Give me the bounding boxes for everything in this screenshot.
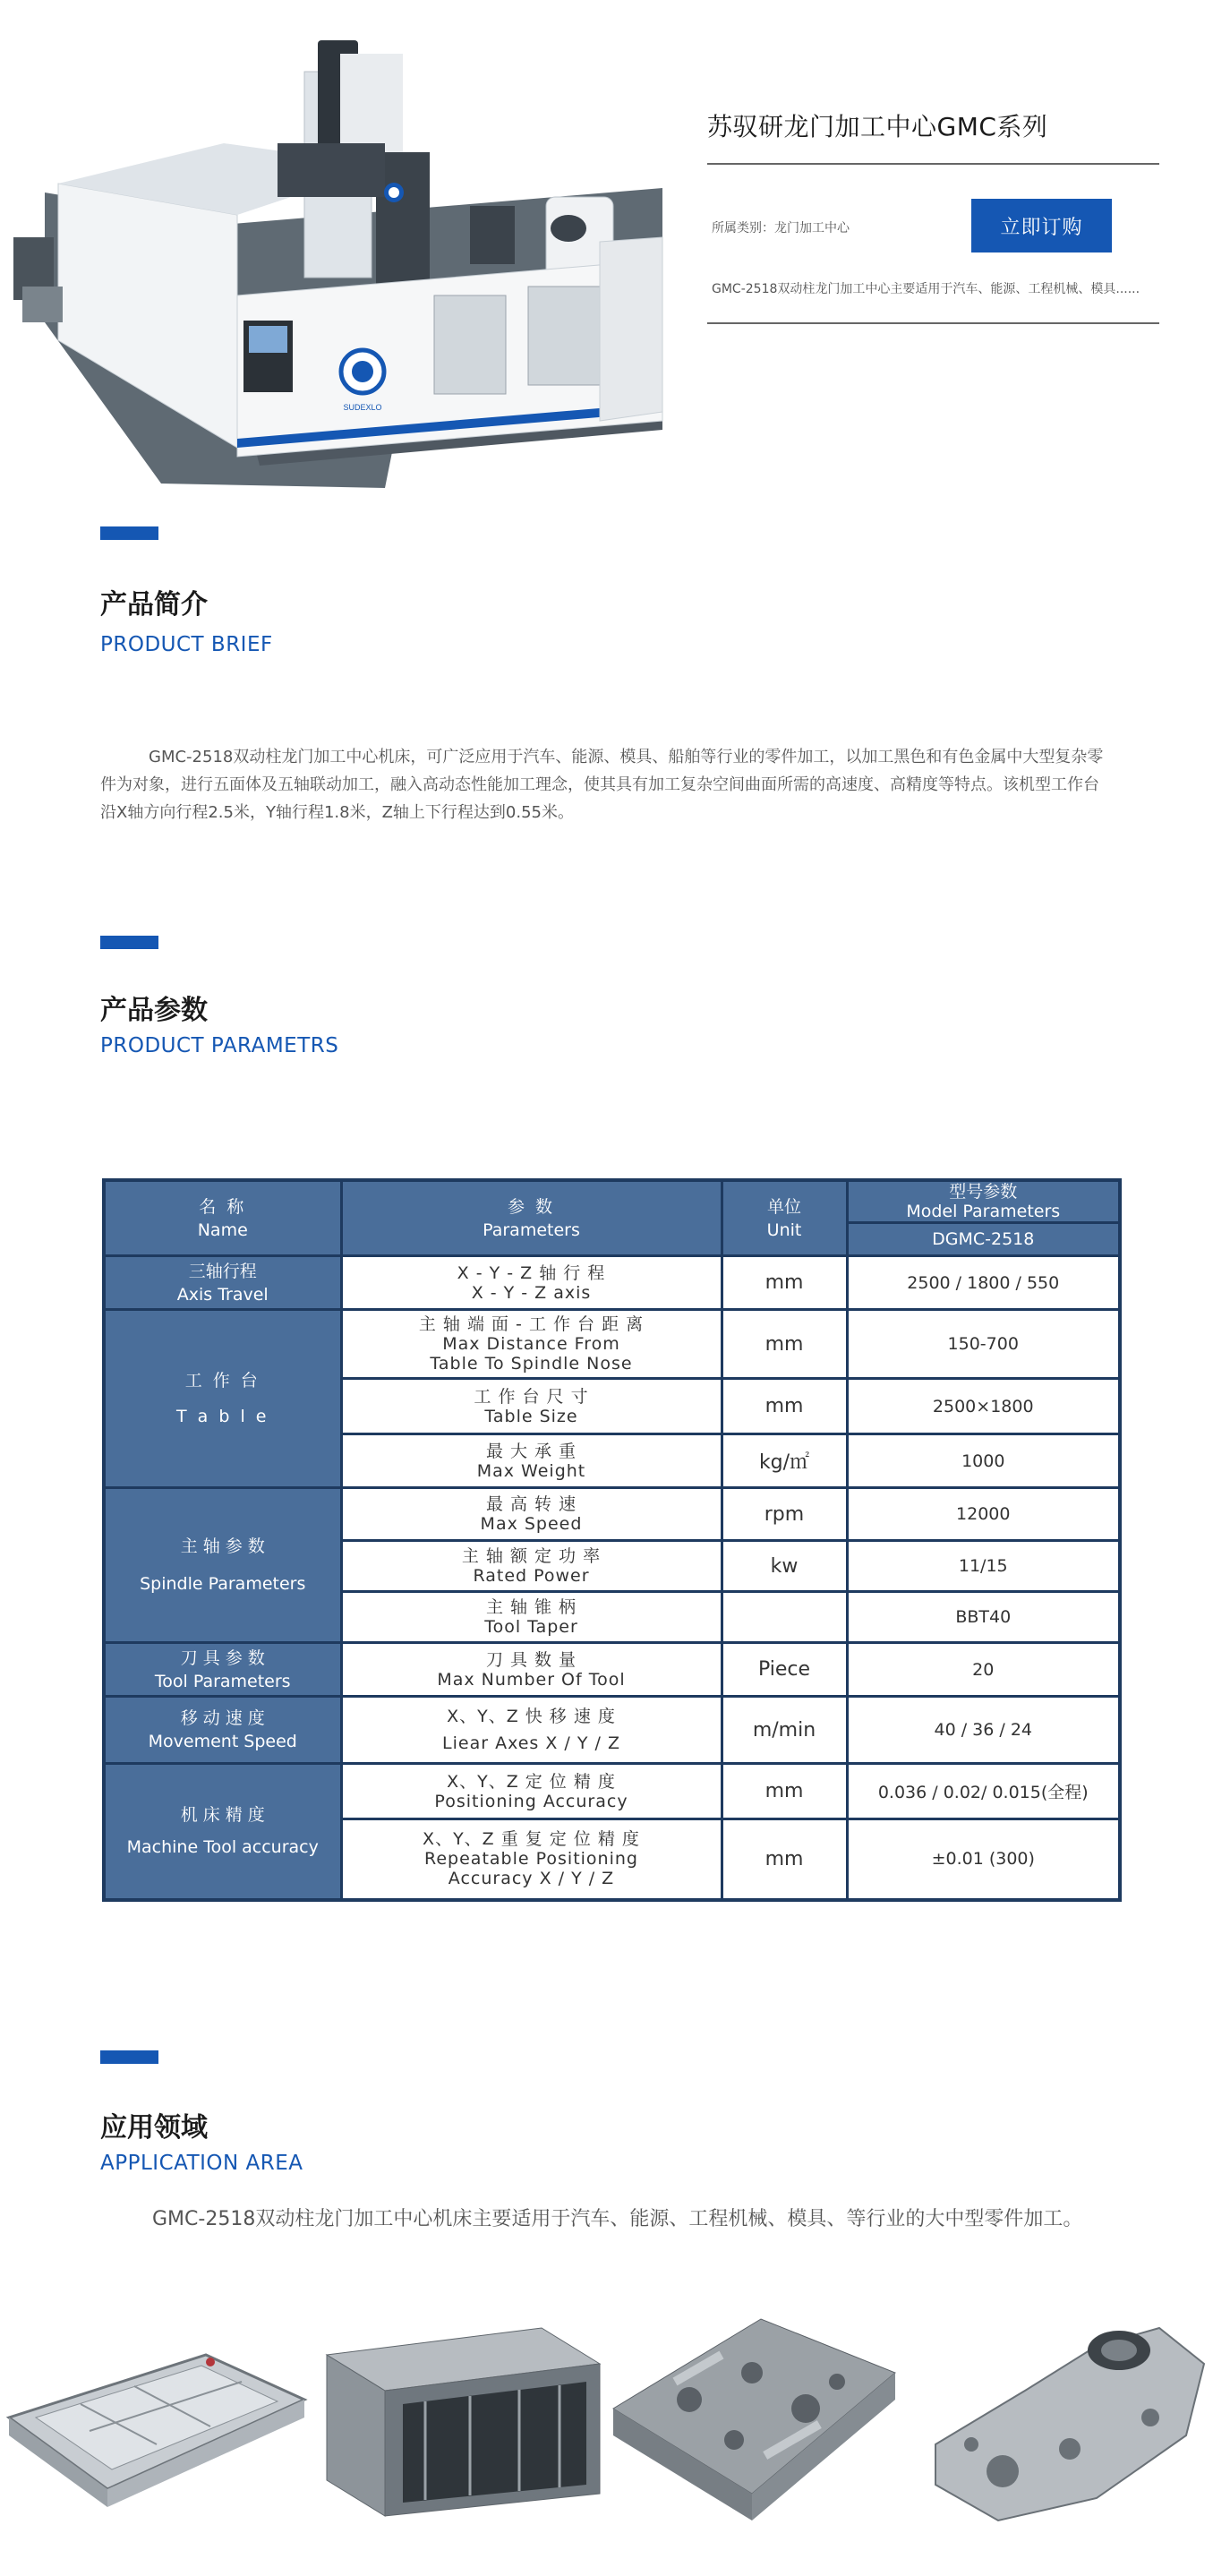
header-parameters: 参 数 Parameters	[341, 1180, 722, 1256]
battery-box-image	[318, 2292, 604, 2534]
category-axis-travel: 三轴行程 Axis Travel	[104, 1256, 341, 1310]
unit-cell: m/min	[722, 1697, 847, 1764]
table-row	[104, 1643, 1120, 1697]
product-category: 所属类别：龙门加工中心	[712, 221, 850, 235]
product-info-panel	[707, 107, 1159, 324]
params-title: 产品参数	[100, 995, 208, 1026]
machine-product-image	[9, 36, 671, 488]
value-cell: 1000	[847, 1434, 1120, 1488]
application-accent-bar	[100, 2050, 158, 2064]
unit-cell: rpm	[722, 1488, 847, 1541]
header-name: 名 称 Name	[104, 1180, 341, 1256]
params-accent-bar	[100, 936, 158, 949]
product-summary: GMC-2518双动柱龙门加工中心主要适用于汽车、能源、工程机械、模具......	[707, 270, 1159, 324]
category-row	[707, 165, 1159, 270]
value-cell: 2500×1800	[847, 1379, 1120, 1434]
param-rapid-speed: X、Y、Z 快 移 速 度 Liear Axes X / Y / Z	[341, 1697, 722, 1764]
value-cell: 11/15	[847, 1541, 1120, 1592]
value-cell: 150-700	[847, 1310, 1120, 1379]
machine-logo-text: SUDEXLO	[343, 403, 382, 412]
table-row	[104, 1310, 1120, 1379]
category-spindle: 主 轴 参 数 Spindle Parameters	[104, 1488, 341, 1643]
table-row	[104, 1764, 1120, 1819]
value-cell: 2500 / 1800 / 550	[847, 1256, 1120, 1310]
value-cell: 40 / 36 / 24	[847, 1697, 1120, 1764]
application-subtitle: APPLICATION AREA	[100, 2152, 303, 2175]
brief-title: 产品简介	[100, 589, 208, 620]
param-repeat-accuracy: X、Y、Z 重 复 定 位 精 度 Repeatable Positioning Accuracy X / Y / Z	[341, 1819, 722, 1900]
unit-cell: mm	[722, 1379, 847, 1434]
unit-cell: mm	[722, 1819, 847, 1900]
brief-subtitle: PRODUCT BRIEF	[100, 633, 273, 656]
category-table: 工 作 台 T a b l e	[104, 1310, 341, 1488]
value-cell: 12000	[847, 1488, 1120, 1541]
param-table-size: 工 作 台 尺 寸 Table Size	[341, 1379, 722, 1434]
param-rated-power: 主 轴 额 定 功 率 Rated Power	[341, 1541, 722, 1592]
param-tool-number: 刀 具 数 量 Max Number Of Tool	[341, 1643, 722, 1697]
value-cell: BBT40	[847, 1592, 1120, 1643]
battery-tray-image	[0, 2292, 309, 2534]
parameter-table	[102, 1178, 1122, 1902]
value-cell: 0.036 / 0.02/ 0.015(全程)	[847, 1764, 1120, 1819]
header-model-params: 型号参数 Model Parameters	[847, 1180, 1120, 1223]
product-title: 苏驭研龙门加工中心GMC系列	[707, 107, 1159, 165]
unit-cell: mm	[722, 1764, 847, 1819]
unit-cell	[722, 1592, 847, 1643]
table-row	[104, 1488, 1120, 1541]
category-tool: 刀 具 参 数 Tool Parameters	[104, 1643, 341, 1697]
application-text: GMC-2518双动柱龙门加工中心机床主要适用于汽车、能源、工程机械、模具、等行业的大中型零件加工。	[152, 2208, 1083, 2230]
unit-cell: kg/㎡	[722, 1434, 847, 1488]
param-max-weight: 最 大 承 重 Max Weight	[341, 1434, 722, 1488]
params-subtitle: PRODUCT PARAMETRS	[100, 1034, 339, 1057]
value-cell: 20	[847, 1643, 1120, 1697]
param-tool-taper: 主 轴 锥 柄 Tool Taper	[341, 1592, 722, 1643]
unit-cell: Piece	[722, 1643, 847, 1697]
brief-text: GMC-2518双动柱龙门加工中心机床，可广泛应用于汽车、能源、模具、船舶等行业的零件加工，以加工黑色和有色金属中大型复杂零件为对象，进行五面体及五轴联动加工，融入高动态性能加工理念，使其具有加工复杂空间曲面所需的高速度、高精度等特点。该机型工作台沿X轴方向行程2.5米，Y轴行程1.8米，Z轴上下行程达到0.55米。	[100, 748, 1104, 822]
unit-cell: mm	[722, 1310, 847, 1379]
pump-housing-image	[918, 2292, 1213, 2534]
header-unit: 单位 Unit	[722, 1180, 847, 1256]
application-title: 应用领域	[100, 2112, 208, 2144]
param-positioning-accuracy: X、Y、Z 定 位 精 度 Positioning Accuracy	[341, 1764, 722, 1819]
unit-cell: mm	[722, 1256, 847, 1310]
param-xyz-travel: X - Y - Z 轴 行 程 X - Y - Z axis	[341, 1256, 722, 1310]
header-model-name: DGMC-2518	[847, 1223, 1120, 1256]
unit-cell: kw	[722, 1541, 847, 1592]
value-cell: ±0.01 (300)	[847, 1819, 1120, 1900]
category-accuracy: 机 床 精 度 Machine Tool accuracy	[104, 1764, 341, 1900]
table-row	[104, 1697, 1120, 1764]
table-row	[104, 1256, 1120, 1310]
brief-accent-bar	[100, 526, 158, 540]
application-gallery	[0, 2292, 1213, 2547]
param-spindle-table-distance: 主 轴 端 面 - 工 作 台 距 离 Max Distance From Table To Spindle Nose	[341, 1310, 722, 1379]
param-max-speed: 最 高 转 速 Max Speed	[341, 1488, 722, 1541]
valve-body-image	[609, 2292, 904, 2534]
order-now-button[interactable]: 立即订购	[971, 199, 1112, 252]
category-movement: 移 动 速 度 Movement Speed	[104, 1697, 341, 1764]
